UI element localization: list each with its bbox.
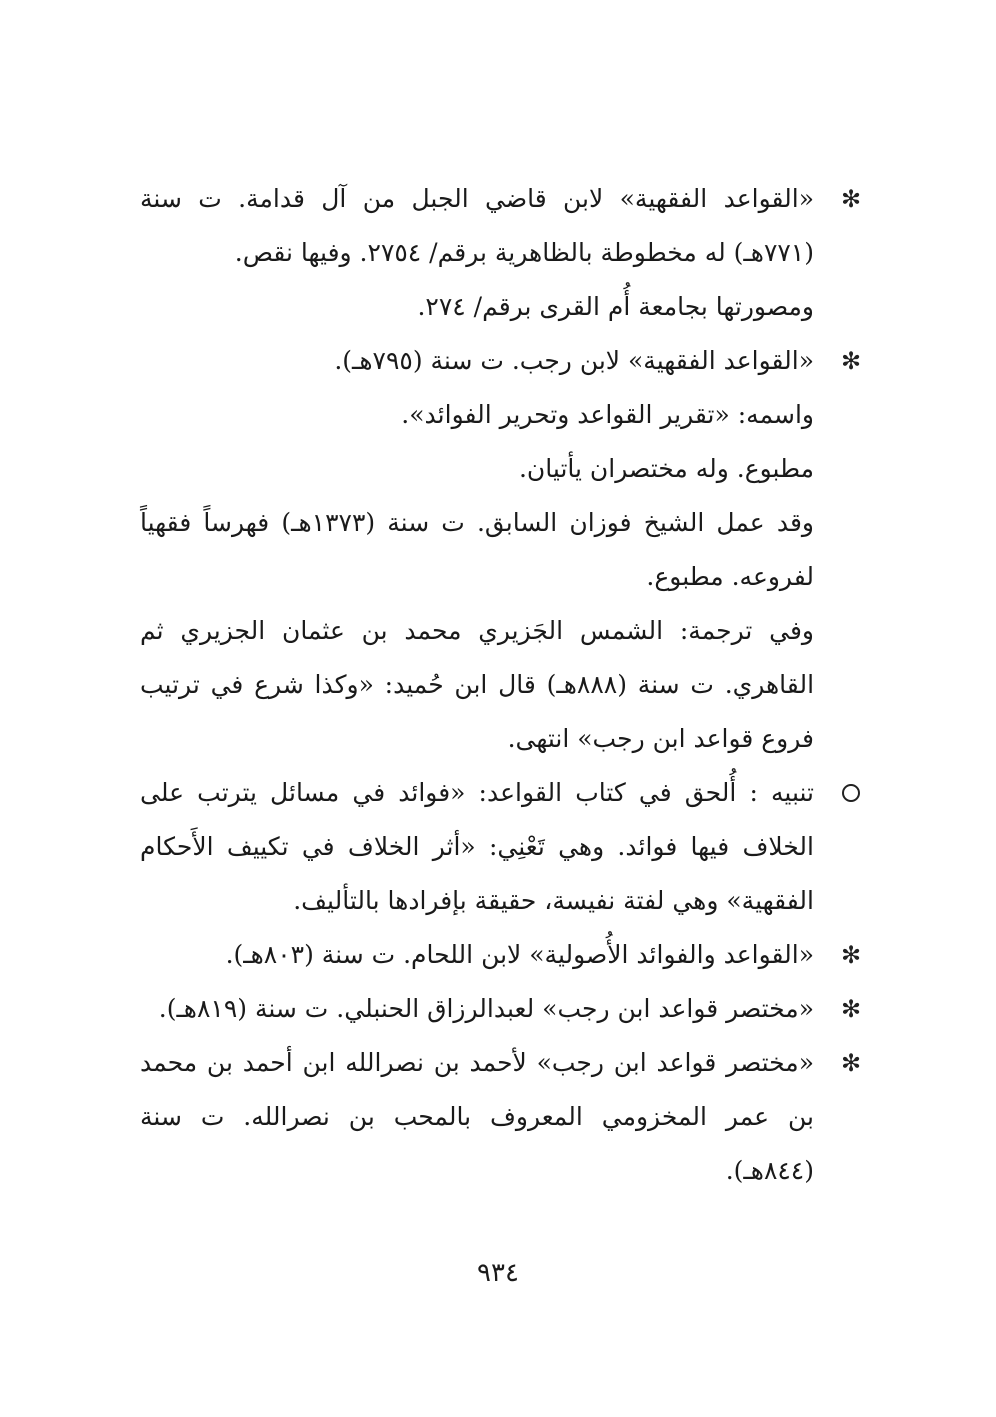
- entry-note: [140, 766, 866, 928]
- entry-text: وقد عمل الشيخ فوزان السابق. ت سنة (١٣٧٣هـ) فهرساً فقهياً لفروعه. مطبوع.: [140, 508, 814, 591]
- entry-text: وفي ترجمة: الشمس الجَزيري محمد بن عثمان الجزيري ثم القاهري. ت سنة (٨٨٨هـ) قال ابن حُميد: «وكذا شرع في ترتيب فروع قواعد ابن رجب» انتهى.: [140, 616, 815, 753]
- entry-ibn-qadi-al-jabal: [140, 172, 866, 334]
- entry-text: تنبيه : أُلحق في كتاب القواعد: «فوائد في مسائل يترتب على الخلاف فيها فوائد. وهي تَعْنِي: «أثر الخلاف في تكييف الأَحكام الفقهية» وهي لفتة نفيسة، حقيقة بإفرادها بالتأليف.: [140, 778, 814, 915]
- entry-ibn-nasrallah: [140, 1036, 866, 1198]
- entry-text: «القواعد والفوائد الأُصولية» لابن اللحام. ت سنة (٨٠٣هـ).: [225, 940, 814, 969]
- entry-text: «مختصر قواعد ابن رجب» لعبدالرزاق الحنبلي. ت سنة (٨١٩هـ).: [158, 994, 814, 1023]
- asterisk-bullet-icon: ✻: [840, 941, 862, 969]
- page-number: ٩٣٤: [477, 1258, 519, 1288]
- entry-text: «القواعد الفقهية» لابن قاضي الجبل من آل قدامة. ت سنة (٧٧١هـ) له مخطوطة بالظاهرية برقم/ ٢٧٥٤. وفيها نقص.: [140, 184, 814, 267]
- circle-bullet-icon: [836, 766, 866, 820]
- asterisk-bullet-icon: ✻: [840, 185, 862, 213]
- asterisk-bullet-icon: ✻: [840, 995, 862, 1023]
- entry-text: «مختصر قواعد ابن رجب» لأحمد بن نصرالله ابن أحمد بن محمد بن عمر المخزومي المعروف بالمحب بن نصرالله. ت سنة (٨٤٤هـ).: [140, 1048, 814, 1185]
- entry-text: ومصورتها بجامعة أُم القرى برقم/ ٢٧٤.: [417, 292, 814, 321]
- asterisk-bullet-icon: ✻: [840, 347, 862, 375]
- asterisk-bullet-icon: ✻: [840, 1049, 862, 1077]
- page-body: [140, 172, 866, 1198]
- entry-text: واسمه: «تقرير القواعد وتحرير الفوائد».: [401, 400, 814, 429]
- entry-text: مطبوع. وله مختصران يأتيان.: [518, 454, 814, 483]
- entry-ibn-al-lahham: [140, 928, 866, 982]
- entry-abd-al-razzaq: [140, 982, 866, 1036]
- entry-ibn-rajab: [140, 334, 866, 766]
- entry-text: «القواعد الفقهية» لابن رجب. ت سنة (٧٩٥هـ).: [334, 346, 814, 375]
